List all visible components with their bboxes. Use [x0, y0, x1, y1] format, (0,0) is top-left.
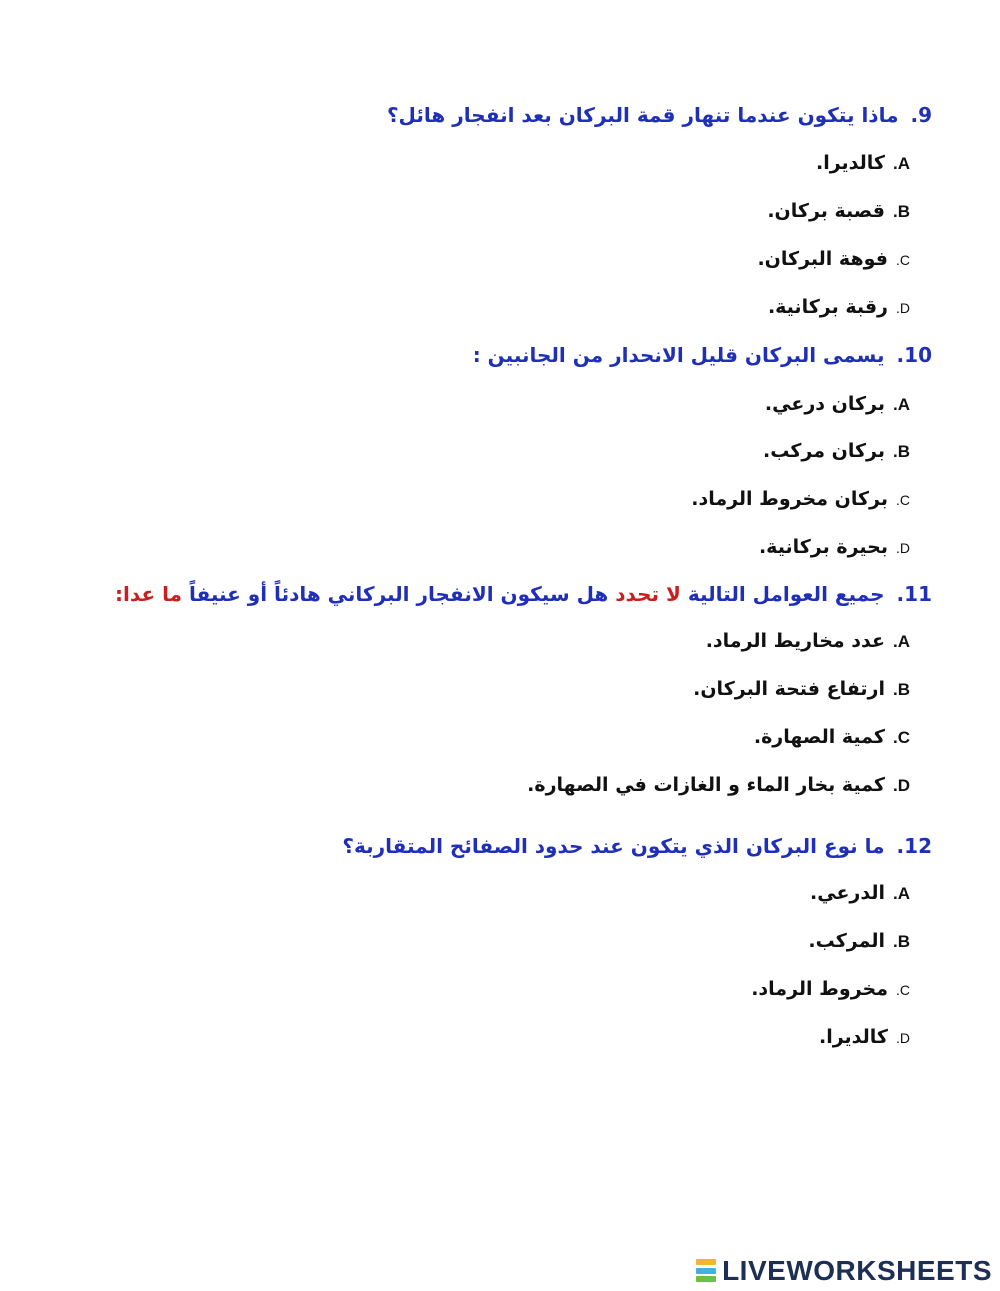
question-number: 12. — [896, 834, 932, 858]
question-number: 10. — [896, 343, 932, 367]
option-text: بركان مركب. — [763, 440, 885, 462]
option-letter: D. — [895, 540, 910, 556]
option-text: كالديرا. — [816, 152, 885, 174]
option-letter: C. — [895, 982, 910, 998]
option-letter: B. — [892, 442, 910, 461]
question-number: 11. — [896, 582, 932, 606]
q10-option-c[interactable] — [691, 488, 910, 510]
option-text: قصبة بركان. — [767, 200, 885, 222]
q12-option-b[interactable] — [808, 930, 910, 952]
question-text-emphasis: لا تحدد — [615, 582, 681, 606]
option-letter: D. — [895, 1030, 910, 1046]
option-letter: A. — [892, 632, 910, 651]
question-text: ما نوع البركان الذي يتكون عند حدود الصفائح المتقاربة؟ — [342, 834, 885, 858]
q9-option-b[interactable] — [767, 200, 910, 222]
option-letter: C. — [895, 492, 910, 508]
option-letter: C. — [895, 252, 910, 268]
question-text-emphasis: ما عدا: — [115, 582, 182, 606]
option-text: ارتفاع فتحة البركان. — [693, 678, 885, 700]
question-text-part1: جميع العوامل التالية — [680, 582, 885, 606]
option-letter: B. — [892, 932, 910, 951]
q9-option-d[interactable] — [768, 296, 910, 318]
q10-option-d[interactable] — [759, 536, 910, 558]
q11-option-b[interactable] — [693, 678, 910, 700]
q12-option-c[interactable] — [751, 978, 910, 1000]
q12-option-d[interactable] — [819, 1026, 910, 1048]
question-text: يسمى البركان قليل الانحدار من الجانبين : — [472, 343, 885, 367]
question-10 — [52, 343, 932, 367]
q10-option-b[interactable] — [763, 440, 910, 462]
option-letter: B. — [892, 202, 910, 221]
option-letter: D. — [892, 776, 910, 795]
q9-option-a[interactable] — [816, 152, 910, 174]
option-text: كمية الصهارة. — [753, 726, 885, 748]
option-letter: A. — [892, 154, 910, 173]
liveworksheets-logo[interactable] — [696, 1254, 992, 1288]
question-11 — [52, 582, 932, 606]
option-text: بحيرة بركانية. — [758, 536, 888, 558]
option-text: كمية بخار الماء و الغازات في الصهارة. — [527, 774, 885, 796]
question-text-part2: هل سيكون الانفجار البركاني هادئاً أو عنيفاً — [181, 582, 616, 606]
option-text: الدرعي. — [810, 882, 885, 904]
logo-text: LIVEWORKSHEETS — [722, 1255, 992, 1286]
q10-option-a[interactable] — [765, 393, 910, 415]
question-12 — [52, 834, 932, 858]
question-text: ماذا يتكون عندما تنهار قمة البركان بعد انفجار هائل؟ — [386, 103, 899, 127]
q12-option-a[interactable] — [810, 882, 910, 904]
option-text: بركان مخروط الرماد. — [691, 488, 888, 510]
question-9 — [52, 103, 932, 127]
option-text: كالديرا. — [819, 1026, 888, 1048]
option-letter: D. — [895, 300, 910, 316]
option-text: المركب. — [808, 930, 885, 952]
q9-option-c[interactable] — [757, 248, 910, 270]
option-text: عدد مخاريط الرماد. — [705, 630, 885, 652]
q11-option-c[interactable] — [754, 726, 910, 748]
option-text: فوهة البركان. — [757, 248, 888, 270]
q11-option-d[interactable] — [527, 774, 910, 796]
liveworksheets-logo-icon — [696, 1259, 716, 1283]
question-number: 9. — [910, 103, 932, 127]
option-text: مخروط الرماد. — [751, 978, 888, 1000]
option-letter: A. — [892, 884, 910, 903]
option-letter: B. — [892, 680, 910, 699]
option-text: بركان درعي. — [764, 393, 885, 415]
option-letter: A. — [892, 395, 910, 414]
option-letter: C. — [892, 728, 910, 747]
q11-option-a[interactable] — [706, 630, 910, 652]
option-text: رقبة بركانية. — [767, 296, 888, 318]
